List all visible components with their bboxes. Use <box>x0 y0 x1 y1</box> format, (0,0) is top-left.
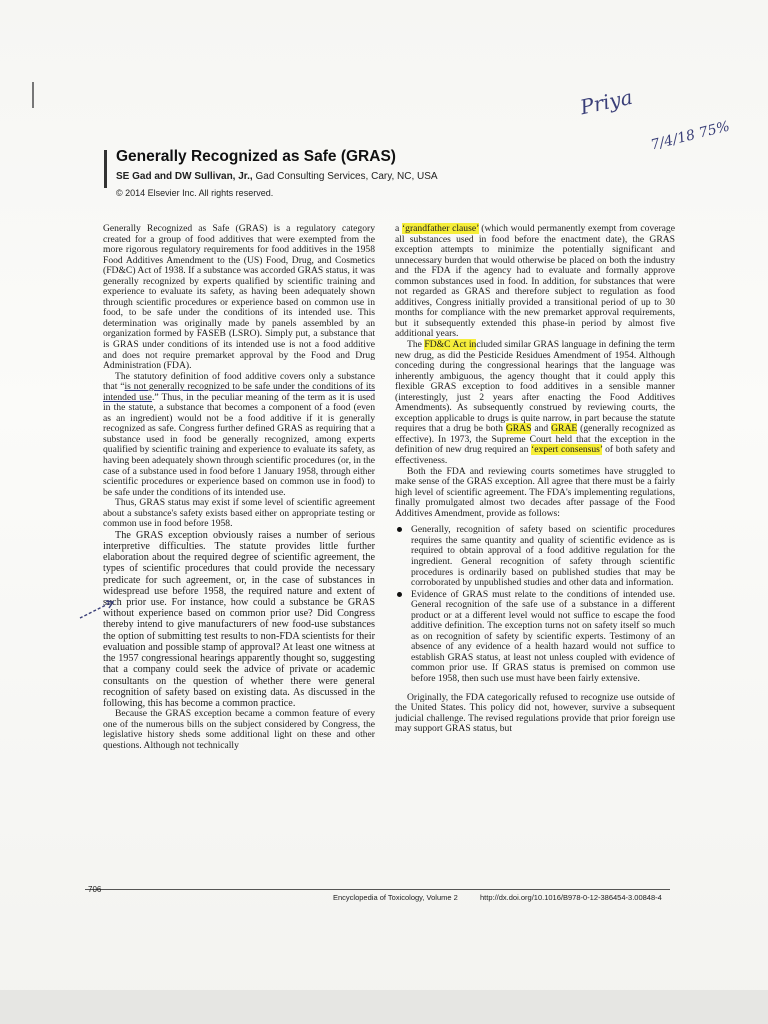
highlight-grae: GRAE <box>551 423 578 435</box>
copyright-notice: © 2014 Elsevier Inc. All rights reserved. <box>116 188 274 198</box>
highlight-grandfather-clause: ‘grandfather clause’ <box>401 223 479 234</box>
article-title: Generally Recognized as Safe (GRAS) <box>116 148 396 165</box>
bullet-item <box>395 590 675 685</box>
bullet-text: Generally, recognition of safety based on scientific procedures requires the same quantity and quality of scientific evidence as is required to obtain approval of a food additive regulation for the ingredient. General recognition of safety through scientific procedures is ordinarily based on published studies that may be corroborated by unpublished studies and other data and information. <box>411 524 675 589</box>
left-paragraph-1: Generally Recognized as Safe (GRAS) is a regulatory category created for a group of food additives that were exempted from the more rigorous regulatory requirements for food additives in the 1958 Food Additives Amendment to the (US) Food, Drug, and Cosmetics (FD&C) Act of 1938. If a substance was accorded GRAS status, it was generally recognized by experts qualified by scientific training and experience to evaluate its safety, as having been adequately shown through scientific procedures or experience based on common use in food, to be safe under the conditions of its intended use. This determination was originally made by panels assembled by an organization formed by FASEB (LSRO). Simply put, a substance that is GRAS under conditions of its intended use is not a food additive and does not require premarket approval by the Food and Drug Administration (FDA). <box>103 223 375 372</box>
highlight-gras: GRAS <box>505 423 532 435</box>
right-column <box>395 224 675 735</box>
bullet-item <box>395 525 675 588</box>
pen-arrow-icon <box>78 598 118 622</box>
left-p2-end: .” Thus, in the peculiar meaning of the term as it is used in the statute, a substance that becomes a component of a food (even as an ingredient) would not be a food additive if it is generally recognized as safe. Congress further defined GRAS as requiring that a substance used in food be generally recognized, among experts qualified by scientific training and experience to evaluate its safety, as having been adequately shown through scientific procedures (or, in the case of a substance used in food before 1 January 1958, through either scientific procedures or experience based on common use in food) to be safe under the conditions of its intended use. <box>103 391 375 498</box>
footer-page-number: 706 <box>88 885 102 894</box>
left-column <box>103 224 375 751</box>
right-p2-part-d: (generally recognized as effective). In 1973, the Supreme Court held that the exception in the definition of new drug required an <box>395 423 675 456</box>
author-affiliation: Gad Consulting Services, Cary, NC, USA <box>252 171 438 182</box>
right-paragraph-4: Originally, the FDA categorically refused to recognize use outside of the United States. This policy did not, however, survive a subsequent judicial challenge. The revised regulations provide that prior foreign use may support GRAS status, but <box>395 691 675 735</box>
margin-mark <box>32 82 34 108</box>
footer-source: Encyclopedia of Toxicology, Volume 2 <box>333 893 458 902</box>
left-paragraph-4: The GRAS exception obviously raises a number of serious interpretive difficulties. The statute provides little further elaboration about the required degree of scientific agreement, the types of scientific procedures that could provide the necessary predicate for such agreement, or, in the case of substances in widespread use before 1958, the required nature and extent of such prior use. For instance, how could a substance be GRAS without experience based on common prior use? Did Congress thereby intend to give manufacturers of new food-use substances the option of submitting test results to non-FDA scientists for their evaluation and possible stamp of approval? At least one witness at the 1957 congressional hearings apparently thought so, suggesting that a company could seek the advice of private or academic consultants on the question of whether there were general recognition of safety based on existing data. As discussed in the following, this has become a common practice. <box>103 529 375 709</box>
right-p1-end: (which would permanently exempt from coverage all substances used in food before the enactment date), the GRAS exception attempts to minimize the potentially significant and unnecessary burden that would otherwise be placed on both the industry and the FDA if the agency had to evaluate and formally approve common substances used in food. In addition, for substances that were not regarded as GRAS and therefore subject to regulation as food additives, Congress initially provided a transitional period of up to 30 months for compliance with the new premarket approval requirements, but it subsequently extended this phase-in period by almost five additional years. <box>395 223 675 340</box>
footer-doi-link[interactable]: http://dx.doi.org/10.1016/B978-0-12-386454-3.00848-4 <box>480 893 662 902</box>
highlight-expert-consensus: ‘expert consensus’ <box>531 444 603 456</box>
right-paragraph-2 <box>395 340 675 467</box>
right-paragraph-3: Both the FDA and reviewing courts sometimes have struggled to make sense of the GRAS exception. All agree that there must be a fairly high level of scientific agreement. The FDA's implementing regulations, finally promulgated almost two decades after passage of the Food Additives Amendment, provide as follows: <box>395 465 675 519</box>
right-p1-start: a <box>395 223 402 234</box>
title-accent-bar <box>104 150 107 188</box>
left-paragraph-5: Because the GRAS exception became a common feature of every one of the numerous bills on the subject considered by Congress, the legislative history sheds some additional light on these and other questions. Although not technically <box>103 708 375 751</box>
left-paragraph-2 <box>103 372 375 499</box>
left-p2-start: The statutory definition of food additive covers only a substance that “ <box>103 370 375 393</box>
right-paragraph-1 <box>395 224 675 340</box>
author-names: SE Gad and DW Sullivan, Jr., <box>116 171 253 182</box>
handwritten-date: 7/4/18 75% <box>649 118 732 154</box>
right-p2-part-a: The <box>407 339 425 351</box>
handwritten-name: Priya <box>578 84 635 120</box>
bullet-text: Evidence of GRAS must relate to the conditions of intended use. General recognition of the safe use of a substance in a different product or at a different level would not suffice to escape the food additive definition. The exception turns not on safety itself so much as on recognition of safety by scientific experts. Testimony of an absence of any evidence of a health hazard would not suffice to establish GRAS status, at least not unless coupled with evidence of common prior use. If GRAS status is premised on common use before 1958, then such use must have been fairly extensive. <box>411 588 675 684</box>
left-paragraph-3: Thus, GRAS status may exist if some level of scientific agreement about a substance's safety exists based either on appropriate testing or common use in food before 1958. <box>103 497 375 530</box>
article-authors <box>116 171 438 182</box>
page-bottom-edge <box>0 990 768 1024</box>
right-p2-part-e: of both safety and effectiveness. <box>395 444 675 467</box>
right-p2-part-b: cluded similar GRAS language in defining the term new drug, as did the Pesticide Residues Amendment of 1954. Although conceding during the congressional hearings that the language was inherently ambiguous, the agency thought that it could apply this flexible GRAS exception to food additives in a sensible manner (interestingly, just 2 years after enacting the Food Additives Amendments). As subsequently construed by reviewing courts, the exception applicable to drugs is quite narrow, in part because the statute requires that a drug be both <box>395 339 675 435</box>
underlined-definition: is not generally recognized to be safe under the conditions of its intended use <box>103 381 375 403</box>
regulation-bullet-list <box>395 525 675 684</box>
bullet-dot-icon <box>397 527 402 532</box>
footer-rule <box>85 889 670 890</box>
right-p2-part-c: and <box>531 423 552 435</box>
bullet-dot-icon <box>397 592 402 597</box>
highlight-fdc-act: FD&C Act in <box>424 339 477 351</box>
